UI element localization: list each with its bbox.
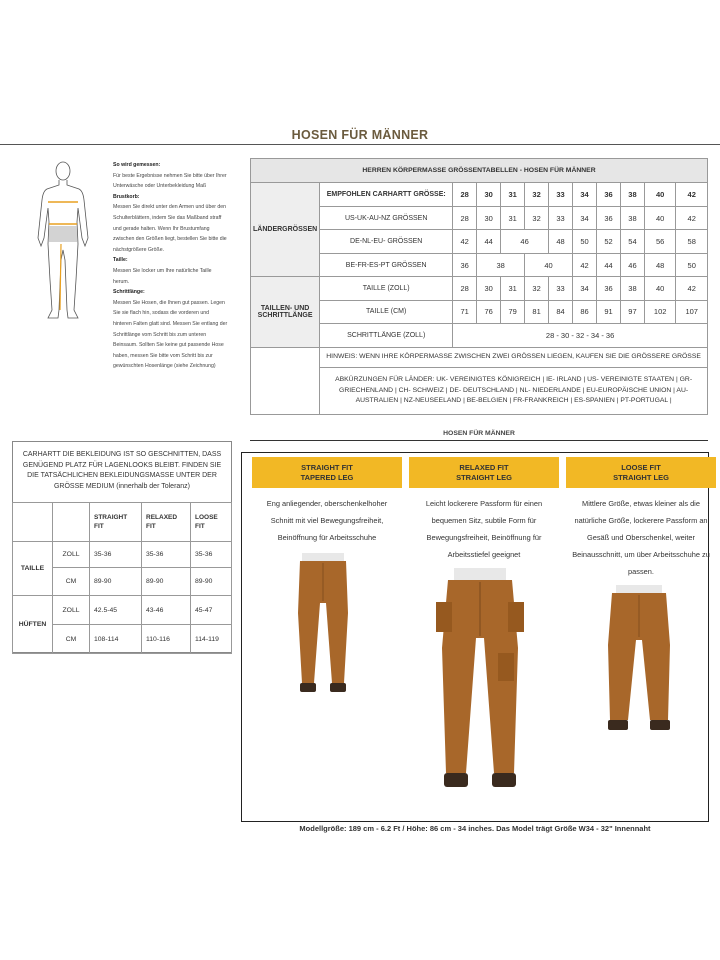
be-sizes-label: BE-FR-ES-PT GRÖSSEN xyxy=(320,253,453,276)
waist-cm-label: TAILLE (CM) xyxy=(320,300,453,323)
cell: 76 xyxy=(477,300,501,323)
fit-panel-header xyxy=(409,457,559,488)
cell: 32 xyxy=(525,183,549,206)
cell: 43-46 xyxy=(142,596,191,625)
cell: 114-119 xyxy=(191,625,232,654)
cell: 36 xyxy=(597,277,621,300)
cell: 42 xyxy=(676,183,708,206)
top-rule xyxy=(0,144,720,145)
cell: 44 xyxy=(597,253,621,276)
cell: 31 xyxy=(501,277,525,300)
cell: 42 xyxy=(676,277,708,300)
cell: 86 xyxy=(573,300,597,323)
cell: 31 xyxy=(501,206,525,229)
col-loose-fit: LOOSE FIT xyxy=(191,503,232,542)
cell: 52 xyxy=(597,230,621,253)
cell: 91 xyxy=(597,300,621,323)
cell: 38 xyxy=(620,206,644,229)
fit-panel-relaxed xyxy=(409,457,559,563)
cell: 46 xyxy=(501,230,549,253)
fit-description: Eng anliegender, oberschenkelhoher Schnitt mit viel Bewegungsfreiheit, Beinöffnung für Arbeitsschuhe xyxy=(266,499,388,542)
cell: 107 xyxy=(676,300,708,323)
sub-title: HOSEN FÜR MÄNNER xyxy=(443,430,515,437)
inseam-label: SCHRITTLÄNGE (ZOLL) xyxy=(320,324,453,347)
hips-group-label: HÜFTEN xyxy=(13,596,53,654)
us-sizes-label: US-UK-AU-NZ GRÖSSEN xyxy=(320,206,453,229)
cell: 48 xyxy=(644,253,675,276)
cell: 89-90 xyxy=(191,568,232,596)
fit-description: Mittlere Größe, etwas kleiner als die natürliche Größe, lockerere Passform an Gesäß und Oberschenkel, weiter Beinausschnitt, um über Arbeitsschuhe zu passen. xyxy=(572,499,710,576)
cell: 44 xyxy=(477,230,501,253)
waist-heading: Taille: xyxy=(113,257,128,264)
cell: 89-90 xyxy=(142,568,191,596)
fit-panel-loose xyxy=(566,457,716,580)
fit-types-box xyxy=(241,452,709,822)
cell: 34 xyxy=(573,206,597,229)
cell: 30 xyxy=(477,277,501,300)
unit-label: CM xyxy=(53,625,90,654)
cell: 89-90 xyxy=(90,568,142,596)
col-straight-fit: STRAIGHT FIT xyxy=(90,503,142,542)
cell: 79 xyxy=(501,300,525,323)
model-caption: Modellgröße: 189 cm - 6.2 Ft / Höhe: 86 cm - 34 inches. Das Model trägt Größe W34 - 32" Innennaht xyxy=(299,824,651,833)
cell: 84 xyxy=(549,300,573,323)
chest-heading: Brustkorb: xyxy=(113,193,140,200)
cell: 40 xyxy=(644,206,675,229)
cell: 33 xyxy=(549,277,573,300)
cell: 28 xyxy=(453,183,477,206)
cell: 30 xyxy=(477,183,501,206)
cell: 50 xyxy=(573,230,597,253)
cell: 34 xyxy=(573,183,597,206)
cell: 97 xyxy=(620,300,644,323)
inseam-heading: Schrittlänge: xyxy=(113,289,145,296)
cell: 42.5-45 xyxy=(90,596,142,625)
group-country-sizes: LÄNDERGRÖSSEN xyxy=(251,183,320,277)
cell: 36 xyxy=(597,183,621,206)
measuring-heading: So wird gemessen: xyxy=(113,162,161,168)
cell: 35-36 xyxy=(191,542,232,568)
cell: 32 xyxy=(525,206,549,229)
size-hint: HINWEIS: WENN IHRE KÖRPERMASSE ZWISCHEN ZWEI GRÖSSEN LIEGEN, KAUFEN SIE DIE GRÖSSERE GRÖSSE xyxy=(320,347,708,367)
empty-cell xyxy=(251,347,320,414)
size-table xyxy=(250,158,708,415)
unit-label: ZOLL xyxy=(53,596,90,625)
fit-note: CARHARTT DIE BEKLEIDUNG IST SO GESCHNITTEN, DASS GENÜGEND PLATZ FÜR LAGENLOOKS BLEIBT. FINDEN SIE DIE TATSÄCHLICHEN BEKLEIDUNGSMASSE UNTER DER GRÖSSE MEDIUM (innerhalb der Toleranz) xyxy=(22,451,222,490)
fit-description: Leicht lockerere Passform für einen bequemen Sitz, subtile Form für Bewegungsfreiheit, Beinöffnung für Arbeitsstiefel geeignet xyxy=(425,499,543,559)
cell: 40 xyxy=(644,183,675,206)
cell: 102 xyxy=(644,300,675,323)
fit-panel-header xyxy=(252,457,402,488)
empty-cell xyxy=(13,503,53,542)
inseam-values: 28 - 30 - 32 - 34 - 36 xyxy=(453,324,708,347)
cell: 42 xyxy=(453,230,477,253)
waist-group-label: TAILLE xyxy=(13,542,53,596)
fit-subtitle: STRAIGHT LEG xyxy=(456,472,512,482)
col-relaxed-fit: RELAXED FIT xyxy=(142,503,191,542)
cell: 30 xyxy=(477,206,501,229)
cell: 56 xyxy=(644,230,675,253)
size-table-header: HERREN KÖRPERMASSE GRÖSSENTABELLEN - HOSEN FÜR MÄNNER xyxy=(251,159,708,183)
cell: 32 xyxy=(525,277,549,300)
cell: 35-36 xyxy=(142,542,191,568)
cell: 33 xyxy=(549,206,573,229)
cell: 34 xyxy=(573,277,597,300)
cell: 110-116 xyxy=(142,625,191,654)
chest-text: Messen Sie direkt unter den Armen und über den Schulterblättern, indem Sie das Maßband straff und gerade halten. Wenn Ihr Brustumfang zwischen den Größen liegt, bestellen Sie bitte die nächstgrößere Größe. xyxy=(113,204,227,253)
cell: 38 xyxy=(620,277,644,300)
cell: 38 xyxy=(477,253,525,276)
cell: 35-36 xyxy=(90,542,142,568)
cell: 54 xyxy=(620,230,644,253)
cell: 50 xyxy=(676,253,708,276)
cell: 45-47 xyxy=(191,596,232,625)
body-measurement-figure xyxy=(30,160,96,322)
group-waist-inseam: TAILLEN- UND SCHRITTLÄNGE xyxy=(251,277,320,347)
fit-subtitle: TAPERED LEG xyxy=(300,472,354,482)
measuring-intro: Für beste Ergebnisse nehmen Sie bitte über Ihrer Unterwäsche oder Unterbekleidung Maß xyxy=(113,172,227,190)
fit-title: RELAXED FIT xyxy=(459,462,509,472)
cell: 58 xyxy=(676,230,708,253)
fit-panel-header xyxy=(566,457,716,488)
fit-panel-straight xyxy=(252,457,402,546)
cell: 38 xyxy=(620,183,644,206)
cell: 48 xyxy=(549,230,573,253)
cell: 28 xyxy=(453,277,477,300)
cell: 40 xyxy=(644,277,675,300)
fit-measurements-box xyxy=(12,441,232,653)
empty-cell xyxy=(53,503,90,542)
cell: 42 xyxy=(573,253,597,276)
fit-title: LOOSE FIT xyxy=(621,462,661,472)
relaxed-fit-pants-image xyxy=(430,568,530,803)
cell: 28 xyxy=(453,206,477,229)
straight-fit-pants-image xyxy=(288,553,358,703)
unit-label: CM xyxy=(53,568,90,596)
cell: 42 xyxy=(676,206,708,229)
sub-rule xyxy=(250,440,708,441)
page-title: HOSEN FÜR MÄNNER xyxy=(291,128,429,142)
loose-fit-pants-image xyxy=(602,585,677,740)
cell: 33 xyxy=(549,183,573,206)
cell: 81 xyxy=(525,300,549,323)
recommended-label: EMPFOHLEN CARHARTT GRÖSSE: xyxy=(320,183,453,206)
cell: 71 xyxy=(453,300,477,323)
waist-text: Messen Sie locker um Ihre natürliche Taille herum. xyxy=(113,267,212,285)
cell: 36 xyxy=(597,206,621,229)
de-sizes-label: DE-NL-EU- GRÖSSEN xyxy=(320,230,453,253)
cell: 46 xyxy=(620,253,644,276)
fit-subtitle: STRAIGHT LEG xyxy=(613,472,669,482)
country-abbreviations: ABKÜRZUNGEN FÜR LÄNDER: UK- VEREINIGTES KÖNIGREICH | IE- IRLAND | US- VEREINIGTE STAATEN | GR- GRIECHENLAND | CH- SCHWEIZ | DE- DEUTSCHLAND | NL- NIEDERLANDE | EU-EUROPÄISCHE UNION | AU-AUSTRALIEN | NZ-NEUSEELAND | BE-BELGIEN | FR-FRANKREICH | ES-SPANIEN | PT-PORTUGAL | xyxy=(320,368,708,415)
inseam-text: Messen Sie Hosen, die Ihnen gut passen. Legen Sie sie flach hin, sodass die vorderen und hinteren Falten glatt sind. Messen Sie entlang der Schrittlänge vom Schritt bis zum unteren Beinsaum. Sollten Sie keine gut passende Hose haben, messen Sie bitte vom Schritt bis zur gewünschten Hosenlänge (siehe Zeichnung) xyxy=(113,299,228,370)
cell: 31 xyxy=(501,183,525,206)
waist-inch-label: TAILLE (ZOLL) xyxy=(320,277,453,300)
unit-label: ZOLL xyxy=(53,542,90,568)
cell: 40 xyxy=(525,253,573,276)
cell: 108-114 xyxy=(90,625,142,654)
fit-measurements-table xyxy=(12,502,232,654)
fit-title: STRAIGHT FIT xyxy=(301,462,353,472)
measuring-instructions xyxy=(113,160,228,372)
cell: 36 xyxy=(453,253,477,276)
